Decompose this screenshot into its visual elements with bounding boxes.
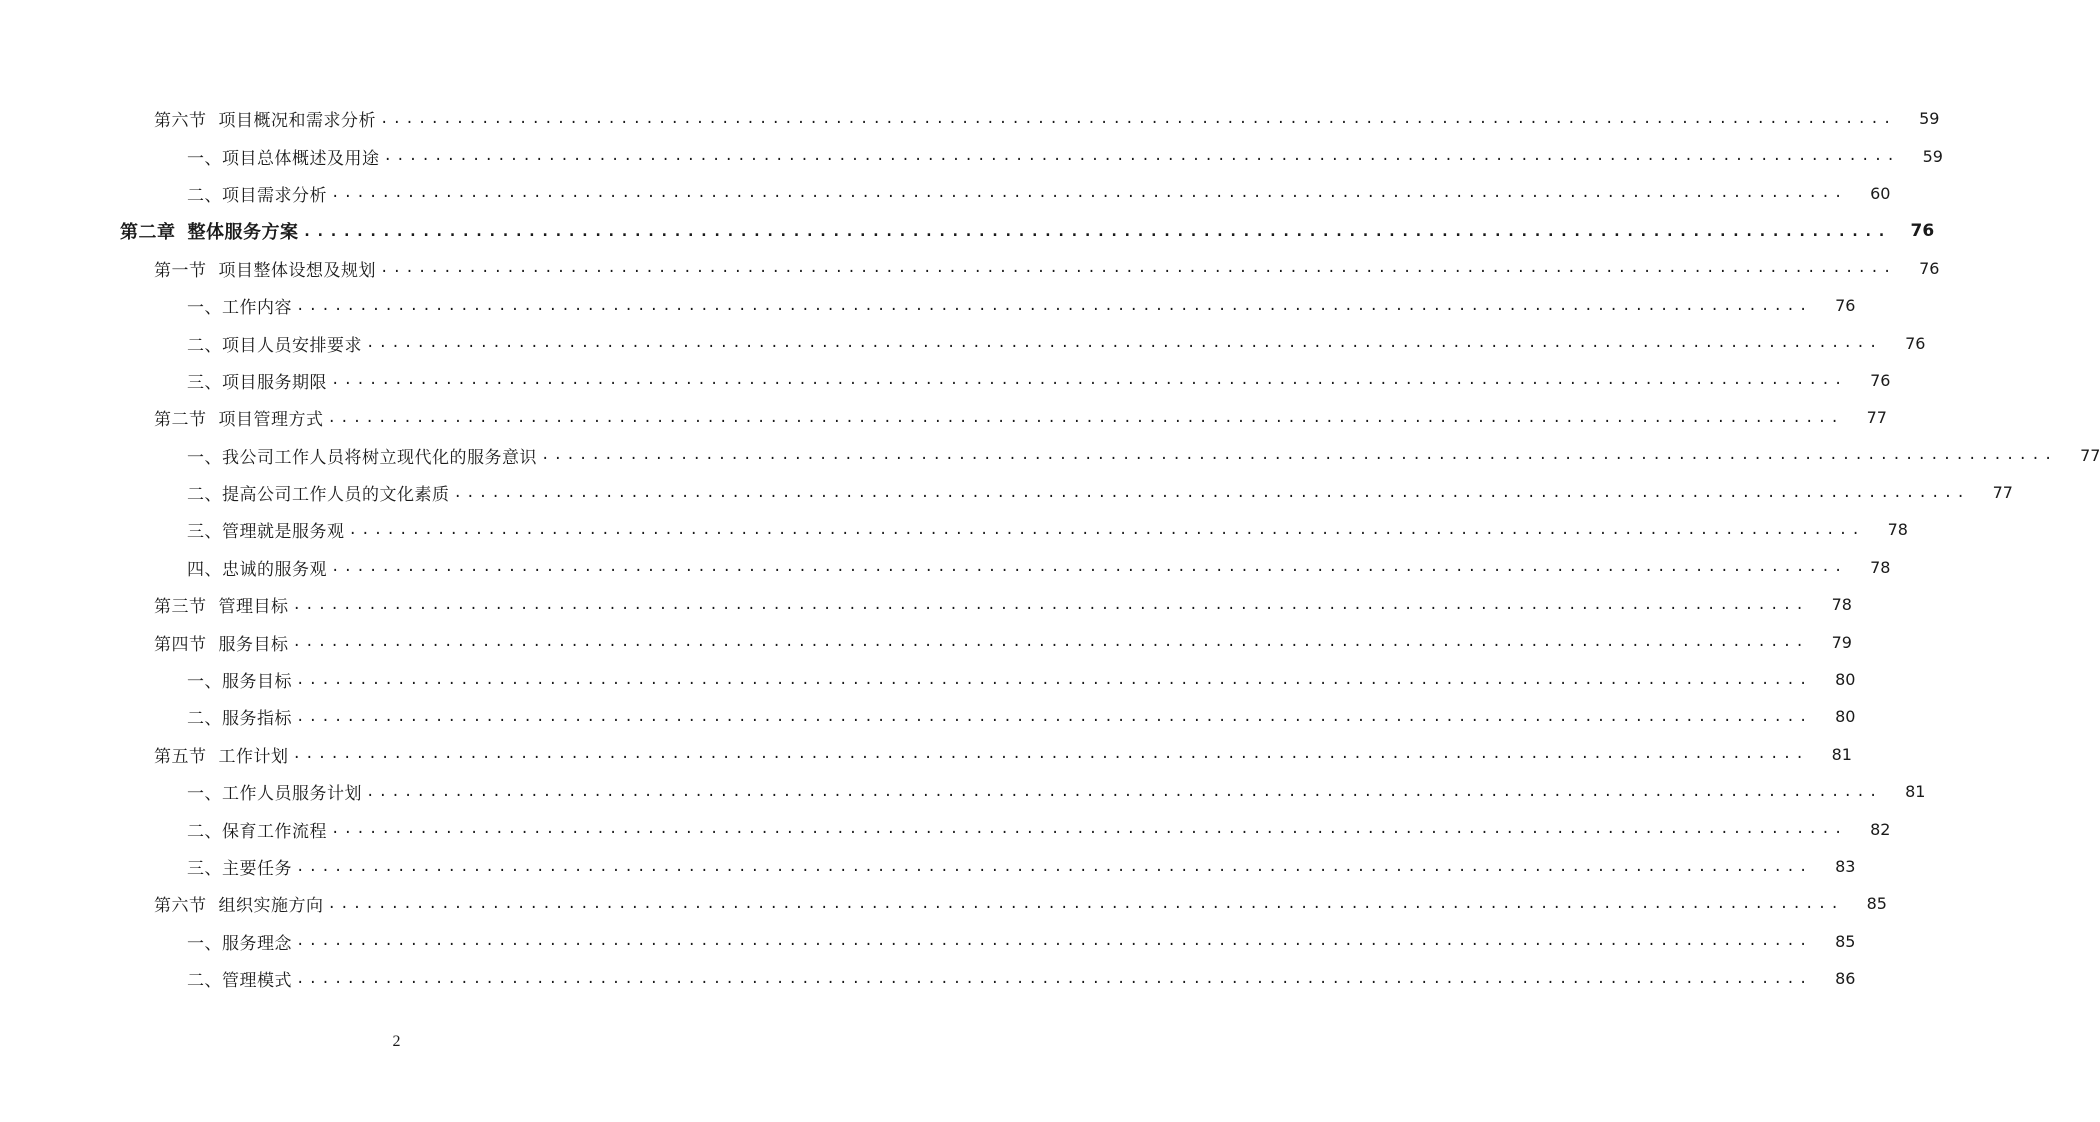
toc-entry-number: 二、	[187, 485, 222, 506]
toc-entry-number: 一、	[187, 784, 222, 805]
toc-entry-number: 三、	[187, 372, 222, 393]
toc-entry-page: 78	[1887, 520, 1908, 540]
toc-entry-number: 四、	[187, 559, 222, 580]
dot-leader: ........................................................................................................................	[302, 221, 1891, 240]
toc-entry-label	[154, 405, 324, 430]
toc-entry-label	[187, 667, 292, 692]
toc-entry[interactable]	[0, 287, 1856, 324]
table-of-contents	[0, 100, 2100, 997]
toc-entry-number: 一、	[187, 148, 222, 169]
toc-entry-label	[187, 854, 292, 879]
toc-entry[interactable]	[0, 324, 1926, 361]
toc-entry-page: 80	[1835, 670, 1856, 690]
toc-entry-number: 二、	[187, 185, 222, 206]
dot-leader: ........................................................................................................................	[292, 596, 1808, 613]
toc-entry[interactable]	[0, 960, 1856, 997]
toc-entry-label	[187, 704, 292, 729]
dot-leader: ........................................................................................................................	[453, 484, 1969, 501]
toc-entry-title: 服务目标	[222, 672, 292, 693]
toc-entry-page: 81	[1831, 744, 1852, 764]
toc-entry-label	[154, 891, 324, 916]
toc-entry-label	[187, 517, 345, 542]
toc-entry-title: 项目管理方式	[218, 410, 324, 431]
toc-entry-page: 85	[1866, 894, 1887, 914]
toc-entry-page: 76	[1905, 333, 1926, 353]
dot-leader: ........................................................................................................................	[296, 297, 1812, 314]
toc-entry-number: 二、	[187, 821, 222, 842]
dot-leader: ........................................................................................................................	[292, 746, 1808, 763]
dot-leader: ........................................................................................................................	[331, 372, 1847, 389]
toc-entry-title: 项目需求分析	[222, 185, 327, 206]
dot-leader: ........................................................................................................................	[331, 821, 1847, 838]
toc-entry[interactable]	[0, 885, 1887, 922]
dot-leader: ........................................................................................................................	[296, 671, 1812, 688]
dot-leader: ........................................................................................................................	[331, 559, 1847, 576]
toc-entry-number: 一、	[187, 298, 222, 319]
toc-entry-page: 59	[1922, 146, 1943, 166]
toc-entry-label	[187, 480, 450, 505]
toc-entry-number: 第五节	[154, 746, 207, 767]
toc-entry-page: 79	[1831, 632, 1852, 652]
toc-entry-label	[187, 181, 327, 206]
dot-leader: ........................................................................................................................	[348, 521, 1864, 538]
dot-leader: ........................................................................................................................	[327, 409, 1843, 426]
toc-entry-page: 80	[1835, 707, 1856, 727]
toc-entry-number: 第四节	[154, 634, 207, 655]
toc-entry-page: 77	[1992, 483, 2013, 503]
dot-leader: ........................................................................................................................	[383, 148, 1899, 165]
toc-entry-number: 二、	[187, 709, 222, 730]
toc-entry[interactable]	[0, 474, 2013, 511]
dot-leader: ........................................................................................................................	[380, 260, 1896, 277]
toc-entry-label	[187, 144, 380, 169]
toc-entry[interactable]	[0, 773, 1926, 810]
toc-entry-number: 三、	[187, 522, 222, 543]
toc-entry-title: 提高公司工作人员的文化素质	[222, 485, 450, 506]
dot-leader: ........................................................................................................................	[296, 970, 1812, 987]
toc-entry-title: 工作计划	[218, 746, 289, 767]
toc-entry-title: 项目人员安排要求	[222, 335, 362, 356]
toc-entry-label	[154, 592, 289, 617]
toc-entry-number: 一、	[187, 672, 222, 693]
toc-entry-label	[120, 218, 299, 244]
dot-leader: ........................................................................................................................	[296, 708, 1812, 725]
toc-entry[interactable]	[0, 250, 1940, 287]
toc-entry[interactable]	[0, 623, 1852, 660]
toc-entry-title: 项目总体概述及用途	[222, 148, 380, 169]
toc-entry[interactable]	[0, 511, 1908, 548]
toc-entry-label	[187, 817, 327, 842]
toc-entry-page: 76	[1870, 370, 1891, 390]
toc-entry-title: 管理模式	[222, 971, 292, 992]
toc-entry-page: 81	[1905, 782, 1926, 802]
toc-entry-title: 我公司工作人员将树立现代化的服务意识	[222, 447, 537, 468]
toc-entry-title: 服务目标	[218, 634, 289, 655]
toc-entry-page: 78	[1831, 595, 1852, 615]
dot-leader: ........................................................................................................................	[292, 634, 1808, 651]
dot-leader: ........................................................................................................................	[296, 933, 1812, 950]
toc-entry-label	[187, 331, 362, 356]
toc-entry-page: 78	[1870, 557, 1891, 577]
toc-entry-number: 三、	[187, 859, 222, 879]
toc-entry[interactable]	[0, 175, 1891, 212]
toc-entry-page: 76	[1835, 296, 1856, 316]
toc-entry-label	[154, 630, 289, 655]
toc-entry-title: 工作人员服务计划	[222, 784, 362, 805]
toc-entry-page: 77	[2080, 445, 2100, 465]
toc-entry[interactable]	[0, 212, 1935, 249]
toc-entry-page: 85	[1835, 931, 1856, 951]
toc-entry[interactable]	[0, 137, 1943, 174]
toc-entry-number: 二、	[187, 335, 222, 356]
toc-entry-page: 59	[1919, 109, 1940, 129]
toc-entry-page: 77	[1866, 408, 1887, 428]
toc-entry-page: 60	[1870, 183, 1891, 203]
toc-entry-label	[187, 368, 327, 393]
dot-leader: ........................................................................................................................	[331, 185, 1847, 202]
toc-entry[interactable]	[0, 923, 1856, 960]
toc-entry-page: 86	[1835, 969, 1856, 989]
toc-entry-number: 二、	[187, 971, 222, 992]
toc-entry-label	[187, 929, 292, 954]
toc-entry[interactable]	[0, 399, 1887, 436]
toc-entry-page: 76	[1919, 258, 1940, 278]
toc-entry[interactable]	[0, 100, 1940, 137]
dot-leader: ........................................................................................................................	[366, 335, 1882, 352]
toc-entry-title: 项目概况和需求分析	[218, 111, 376, 132]
toc-entry[interactable]	[0, 736, 1852, 773]
toc-entry-number: 第二节	[154, 410, 207, 431]
toc-entry-number: 第六节	[154, 111, 207, 132]
toc-entry-title: 项目服务期限	[222, 372, 327, 393]
toc-entry-title: 服务指标	[222, 709, 292, 730]
toc-entry-label	[187, 779, 362, 804]
toc-entry[interactable]	[0, 698, 1856, 735]
toc-entry-title: 保育工作流程	[222, 821, 327, 842]
toc-entry-number: 第六节	[154, 896, 207, 917]
toc-entry[interactable]	[0, 362, 1891, 399]
toc-entry-label	[187, 293, 292, 318]
toc-entry[interactable]	[0, 549, 1891, 586]
dot-leader: ........................................................................................................................	[327, 895, 1843, 912]
toc-entry-title: 工作内容	[222, 298, 292, 319]
toc-entry[interactable]	[0, 437, 2100, 474]
toc-entry-title: 忠诚的服务观	[222, 559, 327, 580]
page-number: 2	[392, 1033, 401, 1050]
toc-entry[interactable]	[0, 810, 1891, 847]
toc-entry-label	[187, 555, 327, 580]
dot-leader: ........................................................................................................................	[296, 858, 1812, 875]
toc-entry-title: 管理就是服务观	[222, 522, 345, 543]
toc-entry-label	[187, 443, 537, 468]
toc-entry-number: 一、	[187, 933, 222, 954]
toc-entry-label	[154, 106, 376, 131]
toc-entry-page: 82	[1870, 819, 1891, 839]
toc-entry-title: 主要任务	[222, 859, 292, 879]
toc-entry-number: 一、	[187, 447, 222, 468]
toc-entry[interactable]	[0, 848, 1856, 885]
dot-leader: ........................................................................................................................	[541, 447, 2057, 464]
toc-entry-page: 83	[1835, 857, 1856, 876]
dot-leader: ........................................................................................................................	[366, 783, 1882, 800]
toc-entry-title: 项目整体设想及规划	[218, 260, 376, 281]
toc-entry-number: 第一节	[154, 260, 207, 281]
toc-entry-title: 服务理念	[222, 933, 292, 954]
toc-entry[interactable]	[0, 586, 1852, 623]
dot-leader: ........................................................................................................................	[380, 110, 1896, 127]
toc-entry-number: 第二章	[120, 221, 176, 243]
toc-entry-title: 管理目标	[218, 597, 289, 618]
toc-entry-label	[187, 966, 292, 991]
toc-entry-page: 76	[1910, 220, 1935, 241]
toc-entry-number: 第三节	[154, 597, 207, 618]
toc-entry-title: 组织实施方向	[218, 896, 324, 917]
toc-entry-label	[154, 256, 376, 281]
toc-entry[interactable]	[0, 661, 1856, 698]
toc-entry-title: 整体服务方案	[187, 221, 299, 243]
toc-entry-label	[154, 742, 289, 767]
